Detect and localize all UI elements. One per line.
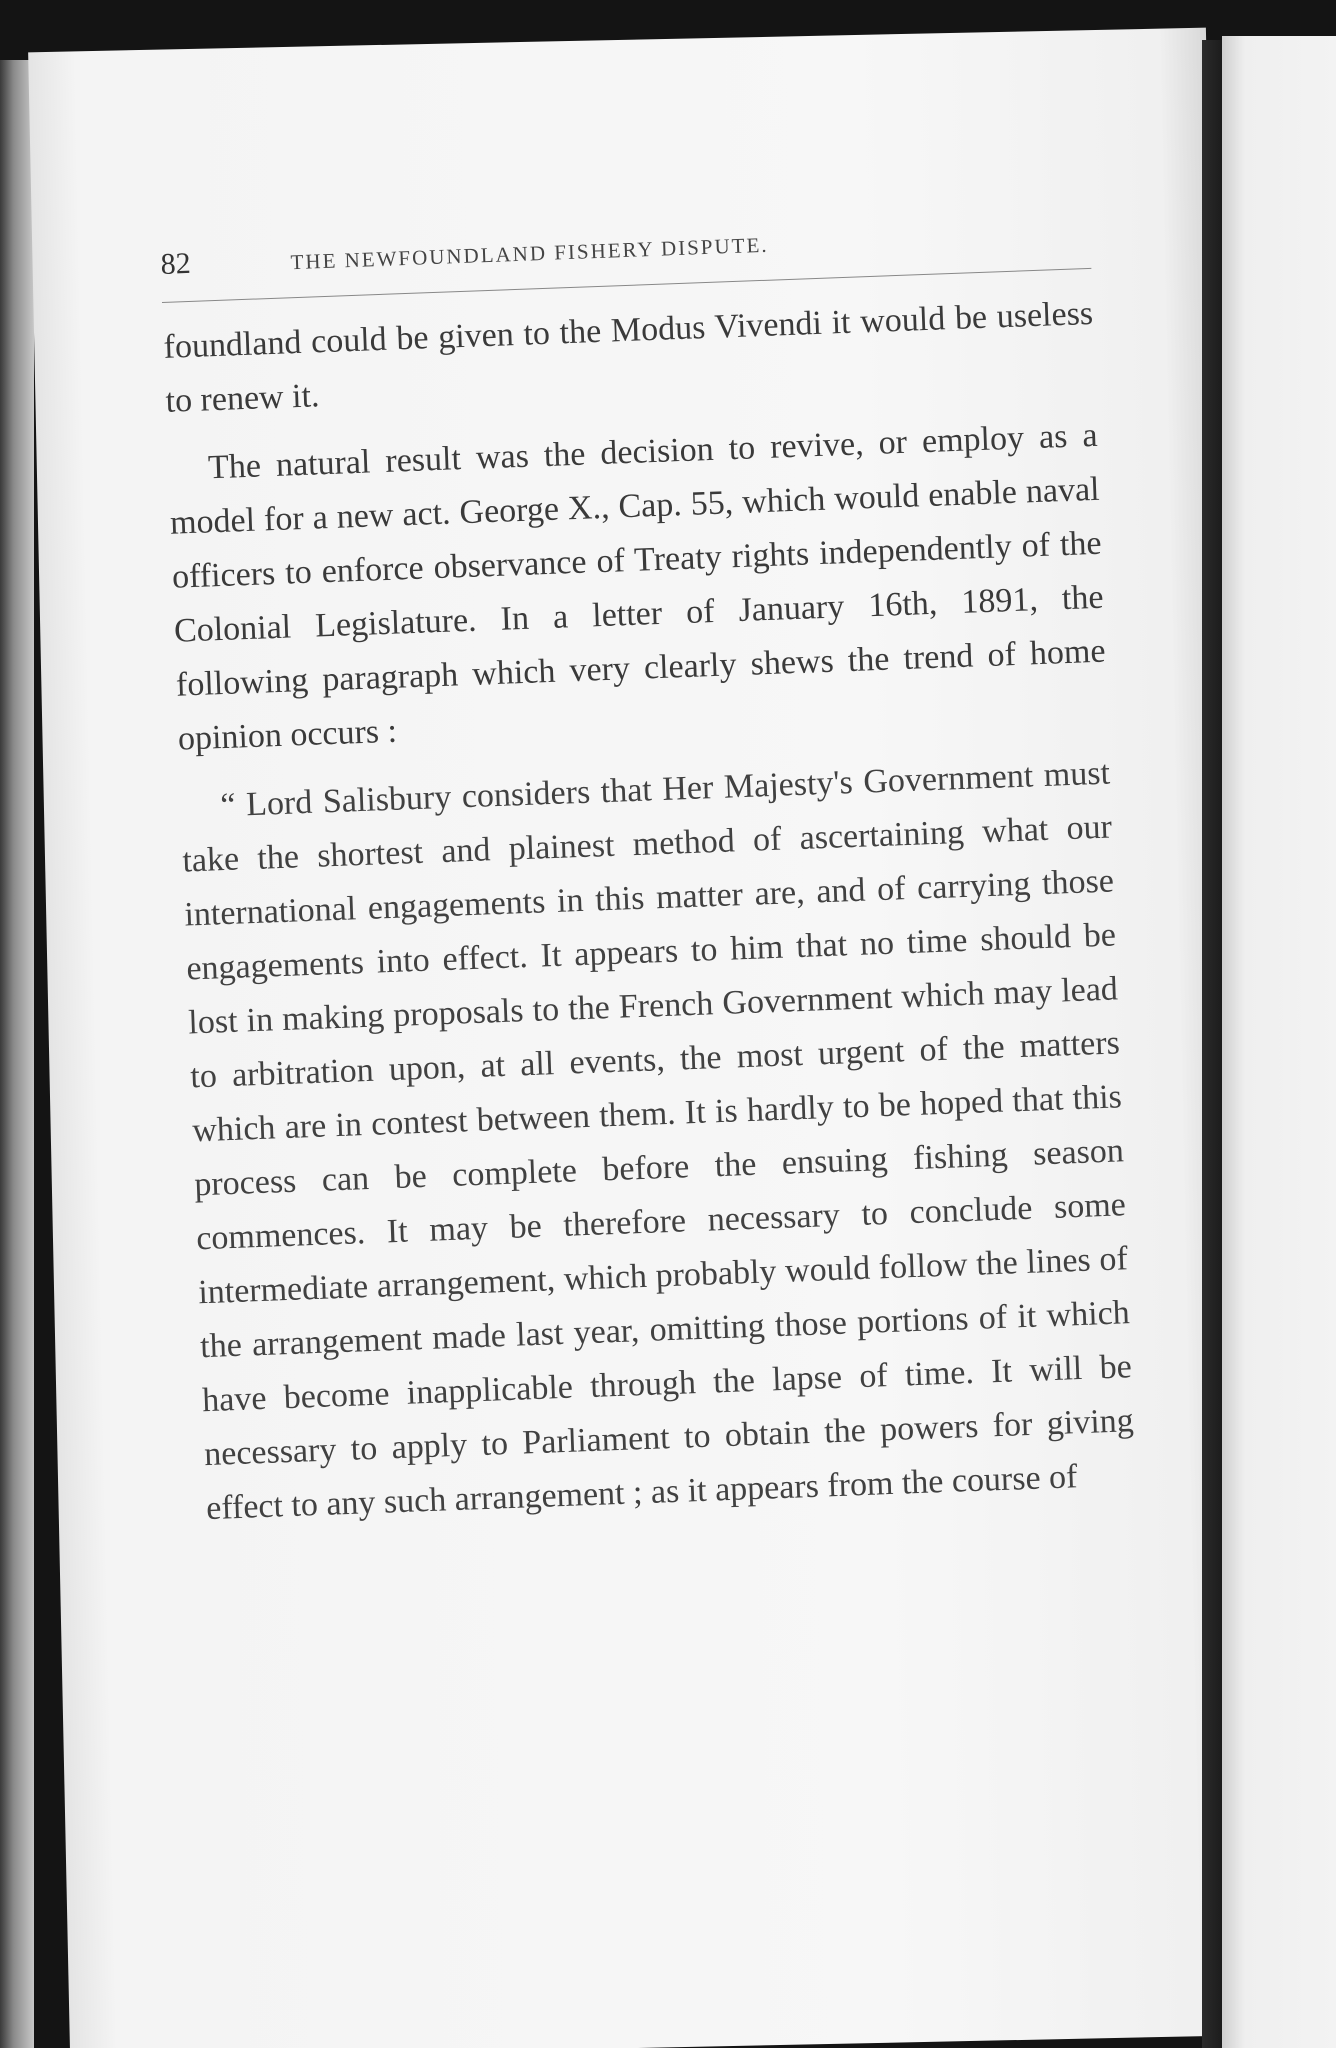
left-page-edge <box>0 60 34 2048</box>
page-content <box>160 214 1137 1550</box>
facing-page-edge <box>1222 36 1336 2048</box>
paragraph-continued: foundland could be given to the Modus Vivendi it would be useless to renew it. <box>162 294 1094 420</box>
quotation-lord-salisbury: “ Lord Salisbury considers that Her Majesty's Government must take the shortest and plainest method of ascertaining what our international engagements in this matter are, and of carrying those engagements into effect. It appears to him that no time should be lost in making proposals to the French Government which may lead to arbitration upon, at all events, the most urgent of the matters which are in contest between them. It is hardly to be hoped that this process can be complete before the ensuing fishing season commences. It may be therefore necessary to conclude some intermediate arrangement, which probably would follow the lines of the arrangement made last year, omitting those portions of it which have become inapplicable through the lapse of time. It will be necessary to apply to Parliament to obtain the powers for giving effect to any such arrangement ; as it appears from the course of <box>181 754 1135 1528</box>
page-number: 82 <box>160 246 192 281</box>
book-spine-shadow <box>1202 40 1222 2048</box>
paragraph-natural-result: The natural result was the decision to revive, or employ as a model for a new act. George X., Cap. 55, which would enable naval officers to enforce observance of Treaty rights independently of the Colonial Legislature. In a letter of January 16th, 1891, the following paragraph which very clearly shews the trend of home opinion occurs : <box>169 416 1107 758</box>
running-head: THE NEWFOUNDLAND FISHERY DISPUTE. <box>290 232 769 275</box>
